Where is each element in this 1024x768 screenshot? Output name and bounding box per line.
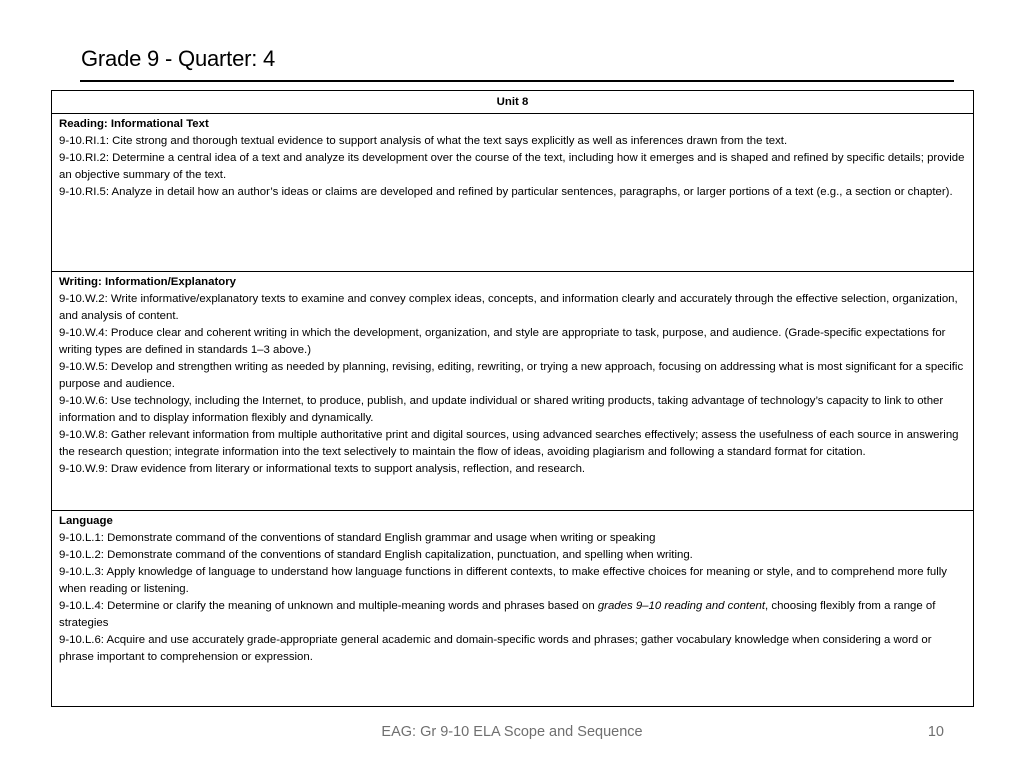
unit-header: Unit 8 [52,91,973,114]
footer-source: EAG: Gr 9-10 ELA Scope and Sequence [381,724,643,740]
standard-l-4-text: 9-10.L.4: Determine or clarify the meaning of unknown and multiple-meaning words and phrases based on [59,600,598,612]
standard-l-1: 9-10.L.1: Demonstrate command of the conventions of standard English grammar and usage when writing or speaking [59,532,656,544]
reading-heading: Reading: Informational Text [59,118,209,130]
language-cell [52,511,973,706]
standard-ri-2: 9-10.RI.2: Determine a central idea of a text and analyze its development over the course of the text, including how it emerges and is shaped and refined by specific details; provide an objective summary of the text. [59,152,965,181]
standard-ri-1: 9-10.RI.1: Cite strong and thorough textual evidence to support analysis of what the text says explicitly as well as inferences drawn from the text. [59,135,788,147]
writing-heading: Writing: Information/Explanatory [59,276,236,288]
standard-l-3: 9-10.L.3: Apply knowledge of language to understand how language functions in different contexts, to make effective choices for meaning or style, and to comprehend more fully when reading or listening. [59,566,947,595]
standard-w-6: 9-10.W.6: Use technology, including the Internet, to produce, publish, and update individual or shared writing products, taking advantage of technology’s capacity to link to other information and to display information flexibly and dynamically. [59,395,944,424]
standard-l-4 [59,598,966,632]
title-divider [80,80,954,82]
standard-w-5: 9-10.W.5: Develop and strengthen writing as needed by planning, revising, editing, rewriting, or trying a new approach, focusing on addressing what is most significant for a specific purpose and audience. [59,361,964,390]
standard-l-2: 9-10.L.2: Demonstrate command of the conventions of standard English capitalization, punctuation, and spelling when writing. [59,549,693,561]
scope-sequence-table [51,90,974,707]
standard-ri-5: 9-10.RI.5: Analyze in detail how an author’s ideas or claims are developed and refined by particular sentences, paragraphs, or larger portions of a text (e.g., a section or chapter). [59,186,953,198]
page-title: Grade 9 - Quarter: 4 [81,46,276,71]
standard-l-4-emphasis: grades 9–10 reading and content [597,600,766,612]
page-number: 10 [927,724,944,740]
standard-w-8: 9-10.W.8: Gather relevant information from multiple authoritative print and digital sources, using advanced searches effectively; assess the usefulness of each source in answering the research question; integrate information into the text selectively to maintain the flow of ideas, avoiding plagiarism and following a standard format for citation. [59,429,959,458]
language-heading: Language [59,515,113,527]
standard-l-6: 9-10.L.6: Acquire and use accurately grade-appropriate general academic and domain-specific words and phrases; gather vocabulary knowledge when considering a word or phrase important to comprehension or expression. [59,634,932,663]
writing-cell [52,272,973,511]
standard-w-9: 9-10.W.9: Draw evidence from literary or informational texts to support analysis, reflection, and research. [59,463,586,475]
reading-cell [52,114,973,272]
standard-l-4-text-end: , choosing flexibly from a range of strategies [59,600,936,629]
standard-w-2: 9-10.W.2: Write informative/explanatory texts to examine and convey complex ideas, concepts, and information clearly and accurately through the effective selection, organization, and analysis of content. [59,293,958,322]
standard-w-4: 9-10.W.4: Produce clear and coherent writing in which the development, organization, and style are appropriate to task, purpose, and audience. (Grade-specific expectations for writing types are defined in standards 1–3 above.) [59,327,946,356]
